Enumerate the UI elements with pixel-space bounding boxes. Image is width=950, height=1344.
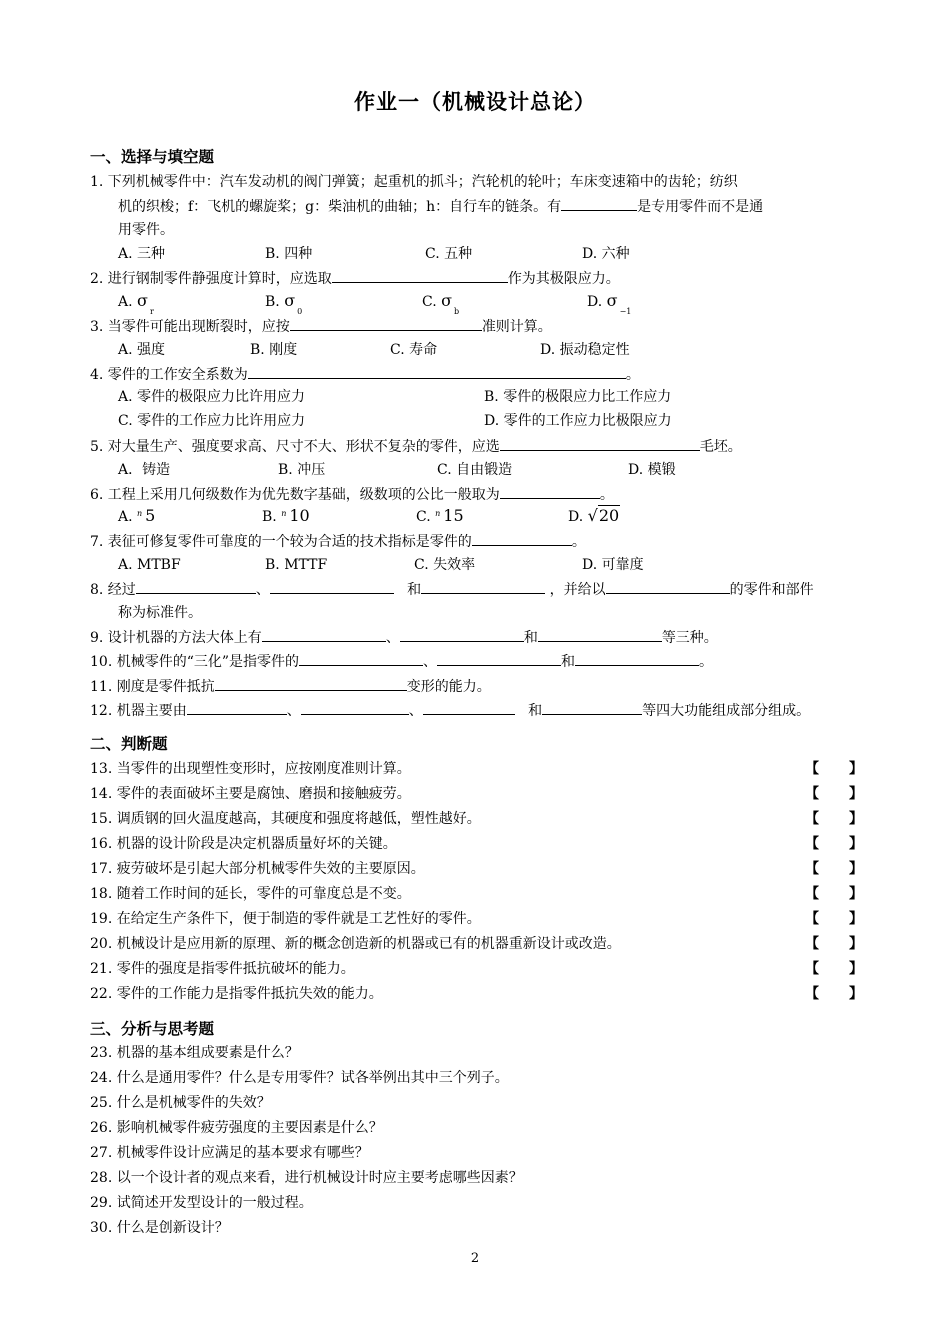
sigma-symbol: σ bbox=[606, 291, 618, 310]
q10-line: 10. 机械零件的“三化”是指零件的 、 和 。 bbox=[90, 651, 713, 672]
think-item: 28. 以一个设计者的观点来看，进行机械设计时应主要考虑哪些因素？ bbox=[90, 1170, 523, 1186]
bracket-right: 】 bbox=[849, 761, 863, 777]
bracket-right: 】 bbox=[849, 861, 863, 877]
judge-item: 18. 随着工作时间的延长，零件的可靠度总是不变。 bbox=[90, 886, 411, 902]
bracket-right: 】 bbox=[849, 786, 863, 802]
q9-line: 9. 设计机器的方法大体上有 、 和 等三种。 bbox=[90, 627, 718, 648]
judge-item: 21. 零件的强度是指零件抵抗破坏的能力。 bbox=[90, 961, 355, 977]
q5-option-a: A．铸造 bbox=[118, 462, 171, 478]
q5-blank[interactable] bbox=[500, 436, 700, 451]
q5-option-c: C. 自由锻造 bbox=[437, 462, 513, 478]
judge-item: 16. 机器的设计阶段是决定机器质量好坏的关键。 bbox=[90, 836, 397, 852]
q8-line1: 8. 经过 、 和 ，并给以 的零件和部件 bbox=[90, 579, 814, 600]
q7-text-b: 。 bbox=[571, 534, 586, 550]
q6-option-b: B. $^n$ 10 bbox=[262, 506, 310, 525]
q10-blank-3[interactable] bbox=[575, 651, 699, 666]
q3-option-c: C. 寿命 bbox=[390, 342, 438, 358]
q2-option-c: C. $\sigma_b$ bbox=[422, 291, 460, 316]
q6-option-c: C. $^n$ 15 bbox=[416, 506, 464, 525]
q2-option-d: D. $\sigma_{-1}$ bbox=[587, 291, 632, 316]
bracket-right: 】 bbox=[849, 811, 863, 827]
q1-line3: 用零件。 bbox=[118, 222, 174, 238]
q1-line2 bbox=[118, 196, 763, 217]
q7-option-b: B. MTTF bbox=[265, 557, 328, 573]
bracket-left: 【 bbox=[805, 836, 819, 852]
bracket-right: 】 bbox=[849, 986, 863, 1002]
q4-option-b: B. 零件的极限应力比工作应力 bbox=[484, 389, 672, 405]
q7-blank[interactable] bbox=[472, 531, 572, 546]
q1-option-d: D. 六种 bbox=[582, 246, 630, 262]
q3-text-a: 3. 当零件可能出现断裂时，应按 bbox=[90, 319, 290, 335]
q8-blank-4[interactable] bbox=[606, 579, 730, 594]
q6-option-a: A. $^n$ 5 bbox=[118, 506, 156, 525]
bracket-left: 【 bbox=[805, 861, 819, 877]
q2-option-b: B. $\sigma_0$ bbox=[265, 291, 303, 316]
q10-blank-2[interactable] bbox=[437, 651, 561, 666]
q8-blank-3[interactable] bbox=[421, 579, 545, 594]
q3-option-b: B. 刚度 bbox=[250, 342, 298, 358]
judge-item: 13. 当零件的出现塑性变形时，应按刚度准则计算。 bbox=[90, 761, 411, 777]
bracket-left: 【 bbox=[805, 786, 819, 802]
page-number: 2 bbox=[470, 1251, 480, 1266]
q2-text-a: 2. 进行钢制零件静强度计算时，应选取 bbox=[90, 271, 332, 287]
q1-text-a: 机的织梭；f：飞机的螺旋桨；g：柴油机的曲轴；h：自行车的链条。有 bbox=[118, 199, 562, 215]
bracket-right: 】 bbox=[849, 961, 863, 977]
sigma-symbol: σ bbox=[137, 291, 148, 310]
q8-blank-2[interactable] bbox=[270, 579, 394, 594]
section-heading-choice: 一、选择与填空题 bbox=[90, 148, 215, 166]
q3-option-a: A. 强度 bbox=[118, 342, 166, 358]
q4-option-d: D. 零件的工作应力比极限应力 bbox=[484, 413, 672, 429]
q1-blank[interactable] bbox=[561, 196, 637, 211]
judge-item: 14. 零件的表面破坏主要是腐蚀、磨损和接触疲劳。 bbox=[90, 786, 411, 802]
q6-text-b: 。 bbox=[599, 487, 614, 503]
q6-line bbox=[90, 484, 614, 505]
think-item: 23. 机器的基本组成要素是什么？ bbox=[90, 1045, 299, 1061]
q9-blank-1[interactable] bbox=[262, 627, 386, 642]
judge-item: 17. 疲劳破坏是引起大部分机械零件失效的主要原因。 bbox=[90, 861, 425, 877]
judge-item: 15. 调质钢的回火温度越高，其硬度和强度将越低，塑性越好。 bbox=[90, 811, 481, 827]
bracket-left: 【 bbox=[805, 761, 819, 777]
judge-item: 20. 机械设计是应用新的原理、新的概念创造新的机器或已有的机器重新设计或改造。 bbox=[90, 936, 621, 952]
q7-text-a: 7. 表征可修复零件可靠度的一个较为合适的技术指标是零件的 bbox=[90, 534, 472, 550]
bracket-left: 【 bbox=[805, 936, 819, 952]
q1-option-c: C. 五种 bbox=[425, 246, 473, 262]
q10-blank-1[interactable] bbox=[299, 651, 423, 666]
q1-line1: 1. 下列机械零件中：汽车发动机的阀门弹簧；起重机的抓斗；汽轮机的轮叶；车床变速箱中的齿轮；纺织 bbox=[90, 174, 738, 190]
q4-blank[interactable] bbox=[248, 364, 626, 379]
q11-blank[interactable] bbox=[215, 676, 407, 691]
q2-line bbox=[90, 268, 620, 289]
q4-option-a: A. 零件的极限应力比许用应力 bbox=[118, 389, 306, 405]
q7-option-a: A. MTBF bbox=[118, 557, 181, 573]
think-item: 24. 什么是通用零件？什么是专用零件？试各举例出其中三个列子。 bbox=[90, 1070, 509, 1086]
q9-blank-2[interactable] bbox=[400, 627, 524, 642]
q6-option-d: D. √20 bbox=[568, 506, 620, 525]
think-item: 26. 影响机械零件疲劳强度的主要因素是什么？ bbox=[90, 1120, 383, 1136]
q3-text-b: 准则计算。 bbox=[481, 319, 552, 335]
bracket-left: 【 bbox=[805, 986, 819, 1002]
bracket-right: 】 bbox=[849, 886, 863, 902]
think-item: 25. 什么是机械零件的失效？ bbox=[90, 1095, 271, 1111]
bracket-left: 【 bbox=[805, 911, 819, 927]
q3-line bbox=[90, 316, 552, 337]
q5-text-a: 5. 对大量生产、强度要求高、尺寸不大、形状不复杂的零件，应选 bbox=[90, 439, 500, 455]
q12-blank-3[interactable] bbox=[423, 700, 515, 715]
q12-blank-2[interactable] bbox=[301, 700, 409, 715]
think-item: 29. 试简述开发型设计的一般过程。 bbox=[90, 1195, 313, 1211]
sqrt-symbol: √ bbox=[587, 506, 598, 525]
sigma-symbol: σ bbox=[441, 291, 453, 310]
sigma-symbol: σ bbox=[284, 291, 296, 310]
q2-blank[interactable] bbox=[332, 268, 508, 283]
q4-text-b: 。 bbox=[625, 367, 640, 383]
q9-blank-3[interactable] bbox=[538, 627, 662, 642]
judge-item: 22. 零件的工作能力是指零件抵抗失效的能力。 bbox=[90, 986, 383, 1002]
q1-option-b: B. 四种 bbox=[265, 246, 313, 262]
q12-line: 12. 机器主要由 、 、 和 等四大功能组成部分组成。 bbox=[90, 700, 810, 721]
bracket-right: 】 bbox=[849, 911, 863, 927]
section-heading-judge: 二、判断题 bbox=[90, 735, 168, 753]
q12-blank-4[interactable] bbox=[542, 700, 642, 715]
think-item: 30. 什么是创新设计？ bbox=[90, 1220, 229, 1236]
q6-blank[interactable] bbox=[500, 484, 600, 499]
judge-item: 19. 在给定生产条件下，便于制造的零件就是工艺性好的零件。 bbox=[90, 911, 481, 927]
page-title: 作业一（机械设计总论） bbox=[354, 90, 596, 114]
q8-line2: 称为标准件。 bbox=[118, 605, 202, 621]
q4-text-a: 4. 零件的工作安全系数为 bbox=[90, 367, 248, 383]
bracket-right: 】 bbox=[849, 836, 863, 852]
bracket-left: 【 bbox=[805, 811, 819, 827]
q5-text-b: 毛坯。 bbox=[699, 439, 742, 455]
bracket-left: 【 bbox=[805, 886, 819, 902]
bracket-right: 】 bbox=[849, 936, 863, 952]
q1-option-a: A. 三种 bbox=[118, 246, 166, 262]
q2-option-a: A. $\sigma_r$ bbox=[118, 291, 154, 316]
q1-text-b: 是专用零件而不是通 bbox=[637, 199, 764, 215]
q2-text-b: 作为其极限应力。 bbox=[507, 271, 620, 287]
q12-blank-1[interactable] bbox=[187, 700, 287, 715]
q6-text-a: 6. 工程上采用几何级数作为优先数字基础，级数项的公比一般取为 bbox=[90, 487, 500, 503]
q4-line bbox=[90, 364, 640, 385]
q7-line bbox=[90, 531, 586, 552]
q5-option-d: D. 模锻 bbox=[628, 462, 676, 478]
q7-option-c: C. 失效率 bbox=[414, 557, 476, 573]
q11-line: 11. 刚度是零件抵抗 变形的能力。 bbox=[90, 676, 491, 697]
q5-line bbox=[90, 436, 742, 457]
q3-blank[interactable] bbox=[290, 316, 482, 331]
q3-option-d: D. 振动稳定性 bbox=[540, 342, 630, 358]
section-heading-think: 三、分析与思考题 bbox=[90, 1020, 215, 1038]
q8-blank-1[interactable] bbox=[136, 579, 256, 594]
q7-option-d: D. 可靠度 bbox=[582, 557, 644, 573]
q5-option-b: B. 冲压 bbox=[278, 462, 326, 478]
q4-option-c: C. 零件的工作应力比许用应力 bbox=[118, 413, 306, 429]
bracket-left: 【 bbox=[805, 961, 819, 977]
think-item: 27. 机械零件设计应满足的基本要求有哪些？ bbox=[90, 1145, 369, 1161]
